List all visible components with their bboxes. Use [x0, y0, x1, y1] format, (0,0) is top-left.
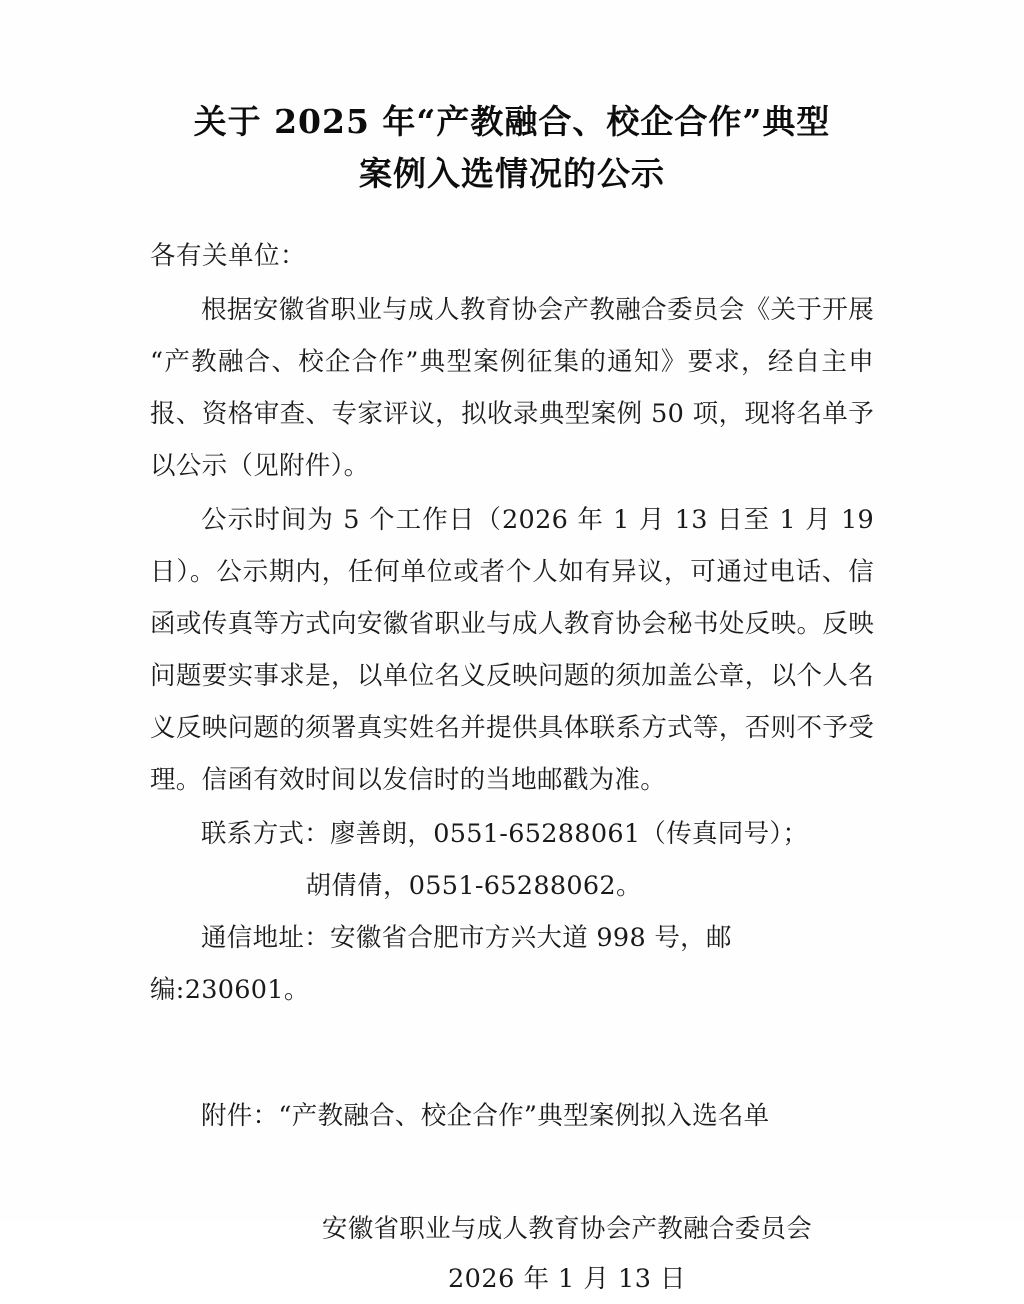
signature-organization: 安徽省职业与成人教育协会产教融合委员会: [321, 1214, 813, 1244]
contact-line-secondary: 胡倩倩，0551-65288062。: [305, 871, 642, 901]
attachment-note: 附件：“产教融合、校企合作”典型案例拟入选名单: [201, 1101, 770, 1131]
salutation: 各有关单位：: [150, 241, 307, 271]
title-line-2: 案例入选情况的公示: [359, 154, 665, 193]
page-title: [150, 96, 874, 200]
signature-block: [150, 1204, 874, 1304]
contact-address: 通信地址：安徽省合肥市方兴大道 998 号，邮编:230601。: [150, 923, 732, 1005]
contact-line-primary: 联系方式：廖善朗，0551-65288061（传真同号）；: [201, 819, 809, 849]
body-paragraph-2: 公示时间为 5 个工作日（2026 年 1 月 13 日至 1 月 19 日）。公示期内，任何单位或者个人如有异议，可通过电话、信函或传真等方式向安徽省职业与成人教育协会秘书处反映。反映问题要实事求是，以单位名义反映问题的须加盖公章，以个人名义反映问题的须署真实姓名并提供具体联系方式等，否则不予受理。信函有效时间以发信时的当地邮戳为准。: [150, 505, 874, 795]
signature-date: 2026 年 1 月 13 日: [447, 1264, 687, 1294]
title-line-1: 关于 2025 年“产教融合、校企合作”典型: [193, 102, 831, 141]
contact-block: [150, 808, 874, 1016]
body-paragraph-1: 根据安徽省职业与成人教育协会产教融合委员会《关于开展“产教融合、校企合作”典型案例征集的通知》要求，经自主申报、资格审查、专家评议，拟收录典型案例 50 项，现将名单予以公示（见附件）。: [150, 295, 874, 481]
